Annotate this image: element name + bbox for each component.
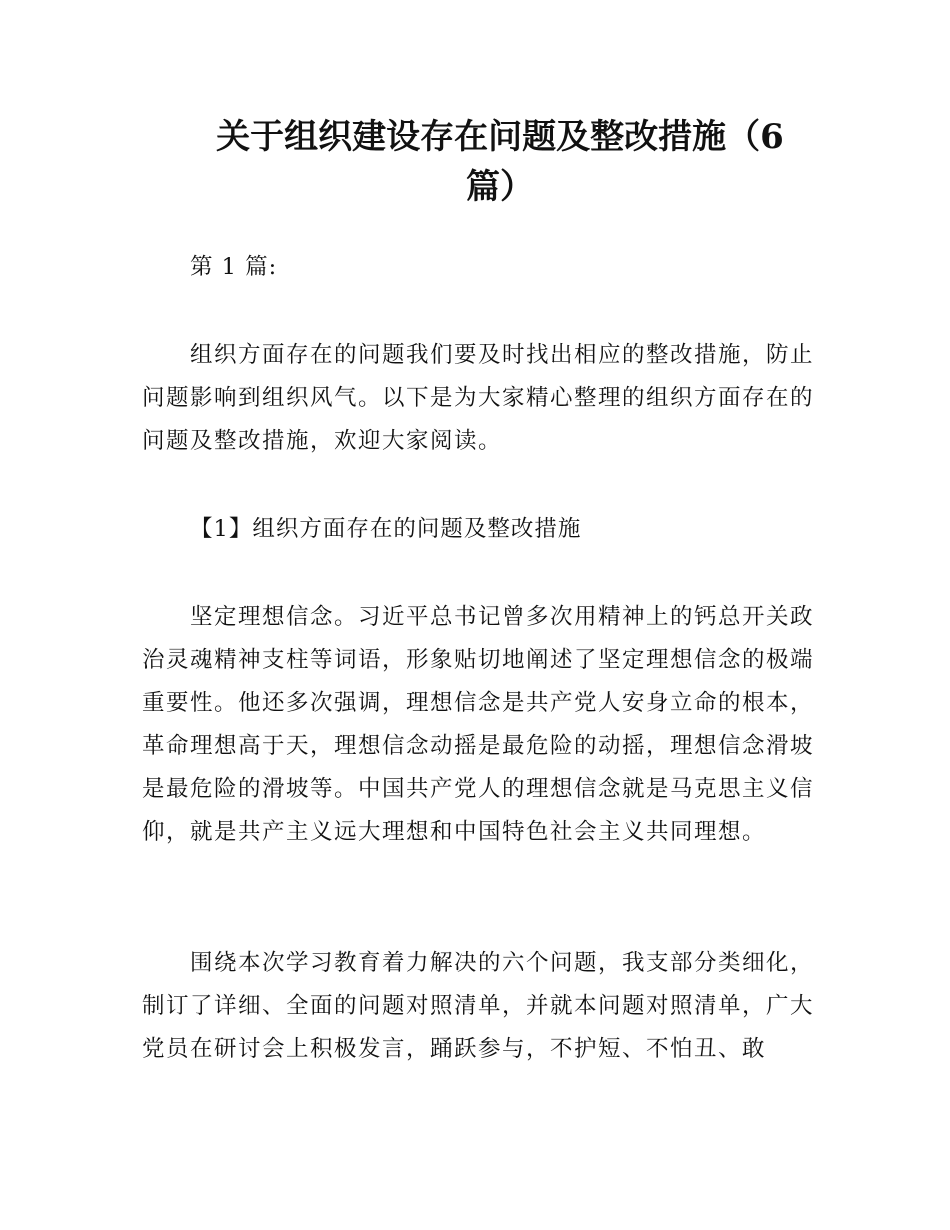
intro-paragraph: 组织方面存在的问题我们要及时找出相应的整改措施，防止问题影响到组织风气。以下是为大家精心整理的组织方面存在的问题及整改措施，欢迎大家阅读。 (142, 342, 815, 454)
part-label: 第 1 篇: (190, 254, 278, 280)
section-heading: 【1】组织方面存在的问题及整改措施 (190, 516, 582, 542)
body-paragraph-1: 坚定理想信念。习近平总书记曾多次用精神上的钙总开关政治灵魂精神支柱等词语，形象贴切地阐述了坚定理想信念的极端重要性。他还多次强调，理想信念是共产党人安身立命的根本，革命理想高于天，理想信念动摇是最危险的动摇，理想信念滑坡是最危险的滑坡等。中国共产党人的理想信念就是马克思主义信仰，就是共产主义远大理想和中国特色社会主义共同理想。 (142, 604, 815, 845)
body-paragraph-2: 围绕本次学习教育着力解决的六个问题，我支部分类细化，制订了详细、全面的问题对照清单，并就本问题对照清单，广大党员在研讨会上积极发言，踊跃参与，不护短、不怕丑、敢 (142, 950, 815, 1062)
document-title: 关于组织建设存在问题及整改措施（6篇） (216, 117, 784, 207)
